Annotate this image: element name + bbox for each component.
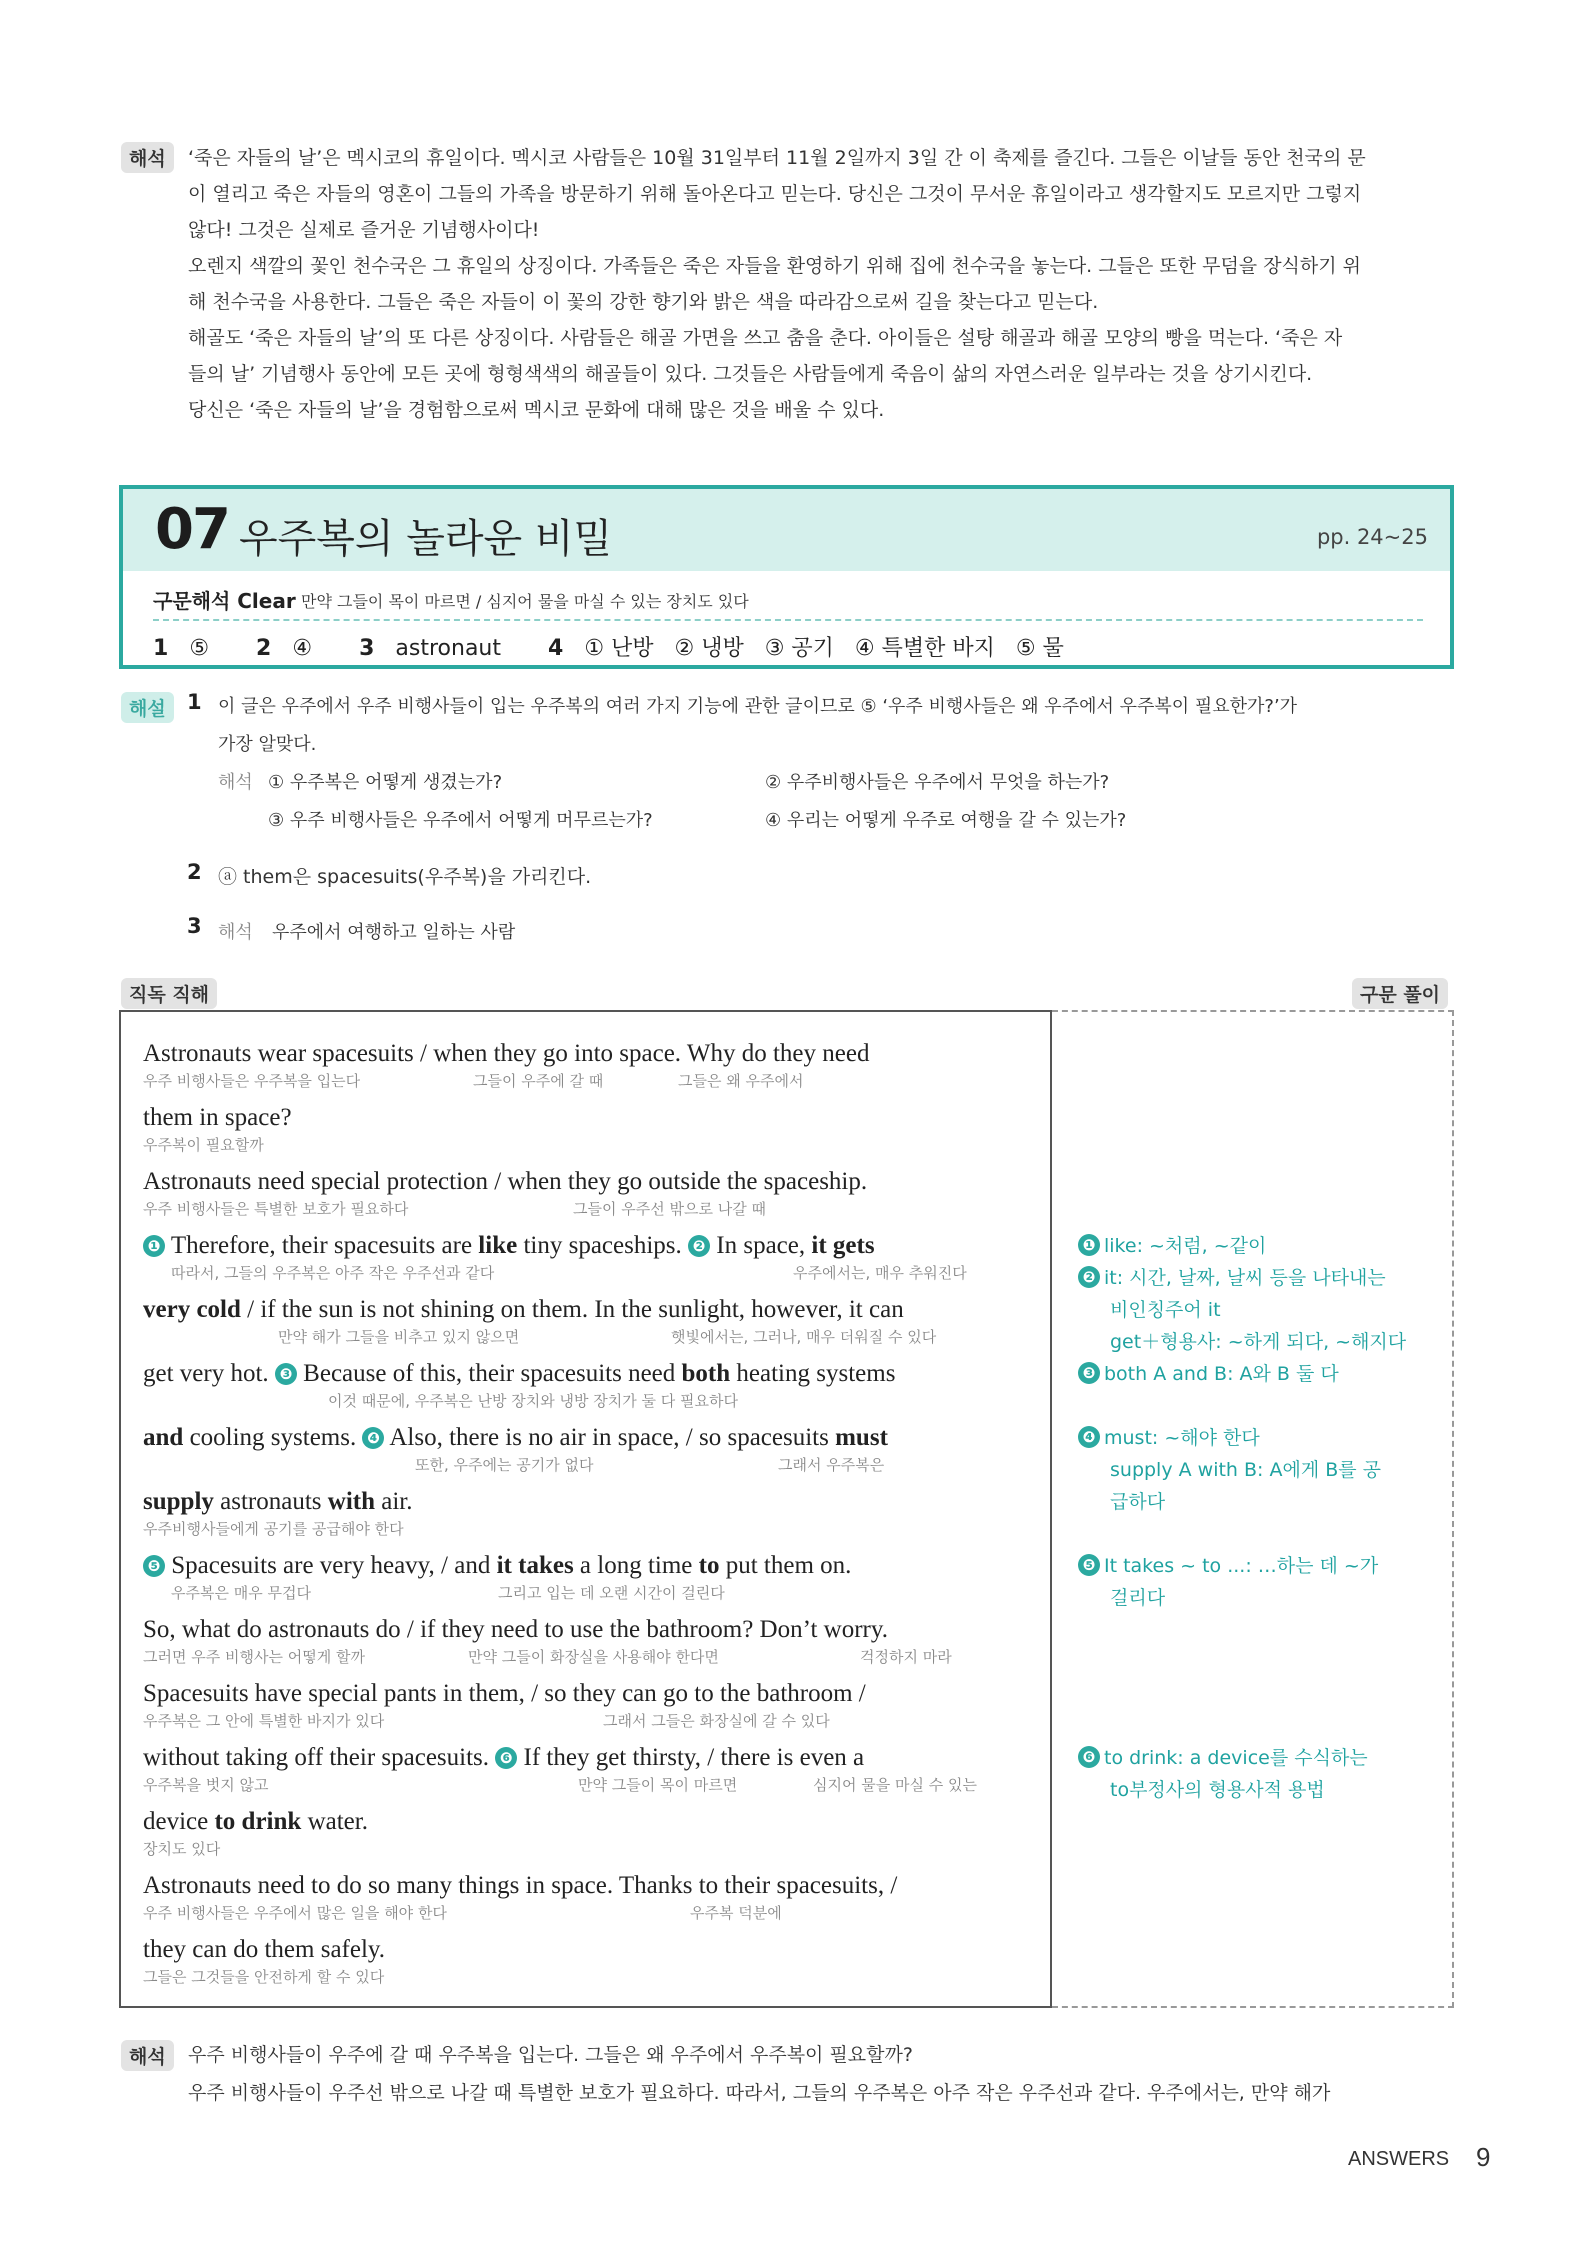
note-text: like: ~처럼, ~같이 xyxy=(1104,1235,1267,1257)
sentence-marker: ❺ xyxy=(143,1555,165,1577)
question-number: 1 xyxy=(187,690,202,714)
reading-line xyxy=(143,1934,1043,1988)
text-line: 이 열리고 죽은 자들의 영혼이 그들의 가족을 방문하기 위해 돌아온다고 믿는다. 당신은 그것이 무서운 휴일이라고 생각할지도 모르지만 그렇지 xyxy=(188,183,1362,205)
reading-line xyxy=(143,1294,1043,1348)
korean-gloss xyxy=(143,1838,1043,1860)
gloss: 우주복은 그 안에 특별한 바지가 있다 xyxy=(143,1712,385,1730)
english-text: they can do them safely. xyxy=(143,1936,386,1963)
korean-gloss xyxy=(143,1646,1043,1668)
explanation-tag: 해설 xyxy=(121,692,174,723)
note-marker: ❶ xyxy=(1078,1234,1100,1256)
english-text: very cold / if the sun is not shining on them. In the sunlight, however, it can xyxy=(143,1296,904,1323)
korean-gloss xyxy=(143,1390,1043,1412)
answer-value: ⑤ xyxy=(189,636,210,661)
korean-gloss xyxy=(143,1582,1043,1604)
section-number: 07 xyxy=(155,497,229,562)
note-4 xyxy=(1078,1422,1458,1518)
option-text: ① 우주복은 어떻게 생겼는가? xyxy=(268,772,503,793)
note-1 xyxy=(1078,1230,1458,1262)
text-line: 해 천수국을 사용한다. 그들은 죽은 자들이 이 꽃의 강한 향기와 밝은 색을 따라감으로써 길을 찾는다고 믿는다. xyxy=(188,291,1099,313)
explanation-text: 우주에서 여행하고 일하는 사람 xyxy=(272,922,516,943)
note-text: to drink: a device를 수식하는 xyxy=(1104,1747,1368,1769)
english-text: Astronauts need special protection / when they go outside the spaceship. xyxy=(143,1168,868,1195)
korean-gloss xyxy=(143,1454,1043,1476)
note-text: supply A with B: A에게 B를 공 xyxy=(1110,1459,1382,1481)
gloss: 우주 비행사들은 우주복을 입는다 xyxy=(143,1072,361,1090)
reading-line xyxy=(143,1486,1043,1540)
text-line: 당신은 ‘죽은 자들의 날’을 경험함으로써 멕시코 문화에 대해 많은 것을 배울 수 있다. xyxy=(188,399,885,421)
sub-tag: 해석 xyxy=(218,772,253,793)
korean-gloss xyxy=(143,1902,1043,1924)
english-text: without taking off their spacesuits. ❻ If they get thirsty, / there is even a xyxy=(143,1744,865,1771)
note-6 xyxy=(1078,1742,1458,1806)
korean-gloss xyxy=(143,1710,1043,1732)
translation-tag: 해석 xyxy=(121,142,174,173)
gloss: 그들은 왜 우주에서 xyxy=(678,1072,804,1090)
note-marker: ❹ xyxy=(1078,1426,1100,1448)
gloss: 그러면 우주 비행사는 어떻게 할까 xyxy=(143,1648,365,1666)
note-text: must: ~해야 한다 xyxy=(1104,1427,1260,1449)
translation-paragraph xyxy=(188,140,1468,428)
gloss: 그들이 우주에 갈 때 xyxy=(473,1072,604,1090)
answer-value: ① 난방 ② 냉방 ③ 공기 ④ 특별한 바지 ⑤ 물 xyxy=(584,636,1064,661)
reading-line xyxy=(143,1422,1043,1476)
note-marker: ❺ xyxy=(1078,1554,1100,1576)
answer-value: ④ xyxy=(292,636,313,661)
note-text: 걸리다 xyxy=(1110,1587,1166,1609)
text-line: 해골도 ‘죽은 자들의 날’의 또 다른 상징이다. 사람들은 해골 가면을 쓰고 춤을 춘다. 아이들은 설탕 해골과 해골 모양의 빵을 먹는다. ‘죽은 자 xyxy=(188,327,1343,349)
gloss: 따라서, 그들의 우주복은 아주 작은 우주선과 같다 xyxy=(171,1264,495,1282)
section-title: 우주복의 놀라운 비밀 xyxy=(239,516,613,562)
english-text: and cooling systems. ❹ Also, there is no air in space, / so spacesuits must xyxy=(143,1424,888,1451)
note-marker: ❸ xyxy=(1078,1362,1100,1384)
gloss: 심지어 물을 마실 수 있는 xyxy=(813,1776,977,1794)
note-text: 비인칭주어 it xyxy=(1110,1299,1221,1321)
gloss: 우주비행사들에게 공기를 공급해야 한다 xyxy=(143,1520,404,1538)
gloss: 우주복 덕분에 xyxy=(690,1904,782,1922)
reading-line xyxy=(143,1870,1043,1924)
option-text: ④ 우리는 어떻게 우주로 여행을 갈 수 있는가? xyxy=(765,810,1127,831)
note-marker: ❻ xyxy=(1078,1746,1100,1768)
english-text: device to drink water. xyxy=(143,1808,368,1835)
note-text: get＋형용사: ~하게 되다, ~해지다 xyxy=(1110,1331,1407,1353)
answer-row xyxy=(153,631,1064,662)
sentence-marker: ❸ xyxy=(275,1363,297,1385)
gloss: 만약 해가 그들을 비추고 있지 않으면 xyxy=(278,1328,520,1346)
text-line: ‘죽은 자들의 날’은 멕시코의 휴일이다. 멕시코 사람들은 10월 31일부터 11월 2일까지 3일 간 이 축제를 즐긴다. 그들은 이날들 동안 천국의 문 xyxy=(188,147,1366,169)
korean-gloss xyxy=(143,1070,1043,1092)
reading-line xyxy=(143,1550,1043,1604)
gloss: 장치도 있다 xyxy=(143,1840,221,1858)
note-text: 급하다 xyxy=(1110,1491,1166,1513)
note-3 xyxy=(1078,1358,1458,1390)
footer-label: ANSWERS xyxy=(1348,2148,1450,2170)
reading-line xyxy=(143,1806,1043,1860)
answer-number: 1 xyxy=(153,636,169,661)
note-text: to부정사의 형용사적 용법 xyxy=(1110,1779,1325,1801)
answer-number: 3 xyxy=(359,636,375,661)
question-number: 2 xyxy=(187,860,202,884)
korean-gloss xyxy=(143,1134,1043,1156)
english-text: So, what do astronauts do / if they need to use the bathroom? Don’t worry. xyxy=(143,1616,888,1643)
option-text: ② 우주비행사들은 우주에서 무엇을 하는가? xyxy=(765,772,1110,793)
korean-gloss xyxy=(143,1198,1043,1220)
english-text: Astronauts need to do so many things in space. Thanks to their spacesuits, / xyxy=(143,1872,898,1899)
text-line: 우주 비행사들이 우주에 갈 때 우주복을 입는다. 그들은 왜 우주에서 우주복이 필요할까? xyxy=(188,2044,913,2066)
divider xyxy=(153,619,1423,621)
explanation-text: 이 글은 우주에서 우주 비행사들이 입는 우주복의 여러 가지 기능에 관한 글이므로 ⑤ ‘우주 비행사들은 왜 우주에서 우주복이 필요한가?’가 xyxy=(218,696,1298,717)
korean-gloss xyxy=(143,1518,1043,1540)
section-box xyxy=(119,485,1454,669)
reading-line xyxy=(143,1230,1043,1284)
gloss: 만약 그들이 목이 마르면 xyxy=(578,1776,738,1794)
gloss: 걱정하지 마라 xyxy=(860,1648,952,1666)
gloss: 그들이 우주선 밖으로 나갈 때 xyxy=(573,1200,766,1218)
reading-line xyxy=(143,1358,1043,1412)
reading-line xyxy=(143,1614,1043,1668)
answer-number: 4 xyxy=(548,636,564,661)
sentence-marker: ❻ xyxy=(495,1747,517,1769)
note-marker: ❷ xyxy=(1078,1266,1100,1288)
gloss: 만약 그들이 화장실을 사용해야 한다면 xyxy=(468,1648,719,1666)
korean-gloss xyxy=(143,1774,1043,1796)
gloss: 그들은 그것들을 안전하게 할 수 있다 xyxy=(143,1968,385,1986)
reading-line xyxy=(143,1102,1043,1156)
korean-gloss xyxy=(143,1966,1043,1988)
gloss: 우주 비행사들은 특별한 보호가 필요하다 xyxy=(143,1200,409,1218)
gloss: 우주복을 벗지 않고 xyxy=(143,1776,269,1794)
sub-tag: 해석 xyxy=(218,922,253,943)
option-text: ③ 우주 비행사들은 우주에서 어떻게 머무르는가? xyxy=(268,810,653,831)
answer-number: 2 xyxy=(256,636,272,661)
note-text: It takes ~ to ...: …하는 데 ~가 xyxy=(1104,1555,1379,1577)
reading-line xyxy=(143,1166,1043,1220)
reading-line xyxy=(143,1742,1043,1796)
text-line: 우주 비행사들이 우주선 밖으로 나갈 때 특별한 보호가 필요하다. 따라서, 그들의 우주복은 아주 작은 우주선과 같다. 우주에서는, 만약 해가 xyxy=(188,2082,1331,2104)
explanation-text: 가장 알맞다. xyxy=(218,734,317,755)
clear-text: 만약 그들이 목이 마르면 / 심지어 물을 마실 수 있는 장치도 있다 xyxy=(301,592,749,611)
gloss: 우주복은 매우 무겁다 xyxy=(171,1584,311,1602)
english-text: ❶ Therefore, their spacesuits are like tiny spaceships. ❷ In space, it gets xyxy=(143,1230,1043,1262)
note-text: it: 시간, 날짜, 날씨 등을 나타내는 xyxy=(1104,1267,1386,1289)
english-text: get very hot. ❸ Because of this, their spacesuits need both heating systems xyxy=(143,1360,896,1387)
explanation-text: ⓐ them은 spacesuits(우주복)을 가리킨다. xyxy=(218,866,592,888)
notes-tag: 구문 풀이 xyxy=(1352,978,1448,1009)
page-number: 9 xyxy=(1476,2142,1491,2172)
clear-label: 구문해석 Clear xyxy=(153,589,296,613)
gloss: 그래서 그들은 화장실에 갈 수 있다 xyxy=(603,1712,830,1730)
gloss: 우주복이 필요할까 xyxy=(143,1136,264,1154)
note-text: both A and B: A와 B 둘 다 xyxy=(1104,1363,1339,1385)
question-number: 3 xyxy=(187,914,202,938)
reading-line xyxy=(143,1678,1043,1732)
reading-tag: 직독 직해 xyxy=(121,978,217,1009)
text-line: 오렌지 색깔의 꽃인 천수국은 그 휴일의 상징이다. 가족들은 죽은 자들을 환영하기 위해 집에 천수국을 놓는다. 그들은 또한 무덤을 장식하기 위 xyxy=(188,255,1362,277)
gloss: 우주에서는, 매우 추워진다 xyxy=(793,1264,967,1282)
sentence-marker: ❷ xyxy=(688,1235,710,1257)
gloss: 햇빛에서는, 그러나, 매우 더워질 수 있다 xyxy=(671,1328,937,1346)
gloss: 또한, 우주에는 공기가 없다 xyxy=(415,1456,594,1474)
sentence-marker: ❶ xyxy=(143,1235,165,1257)
text-line: 않다! 그것은 실제로 즐거운 기념행사이다! xyxy=(188,219,540,241)
english-text: Astronauts wear spacesuits / when they go into space. Why do they need xyxy=(143,1040,870,1067)
reading-line xyxy=(143,1038,1043,1092)
text-line: 들의 날’ 기념행사 동안에 모든 곳에 형형색색의 해골들이 있다. 그것들은 사람들에게 죽음이 삶의 자연스러운 일부라는 것을 상기시킨다. xyxy=(188,363,1313,385)
english-text: Spacesuits have special pants in them, / so they can go to the bathroom / xyxy=(143,1680,866,1707)
gloss: 그래서 우주복은 xyxy=(778,1456,885,1474)
note-2 xyxy=(1078,1262,1458,1358)
note-5 xyxy=(1078,1550,1458,1614)
korean-gloss xyxy=(143,1326,1043,1348)
gloss: 우주 비행사들은 우주에서 많은 일을 해야 한다 xyxy=(143,1904,447,1922)
translation-tag: 해석 xyxy=(121,2040,174,2071)
answer-value: astronaut xyxy=(395,636,501,661)
english-text: them in space? xyxy=(143,1104,292,1131)
gloss: 이것 때문에, 우주복은 난방 장치와 냉방 장치가 둘 다 필요하다 xyxy=(328,1392,738,1410)
sentence-marker: ❹ xyxy=(362,1427,384,1449)
gloss: 그리고 입는 데 오랜 시간이 걸린다 xyxy=(498,1584,725,1602)
korean-gloss xyxy=(143,1262,1043,1284)
english-text: supply astronauts with air. xyxy=(143,1488,413,1515)
english-text: ❺ Spacesuits are very heavy, / and it takes a long time to put them on. xyxy=(143,1550,1043,1582)
page-range: pp. 24~25 xyxy=(1316,525,1428,549)
